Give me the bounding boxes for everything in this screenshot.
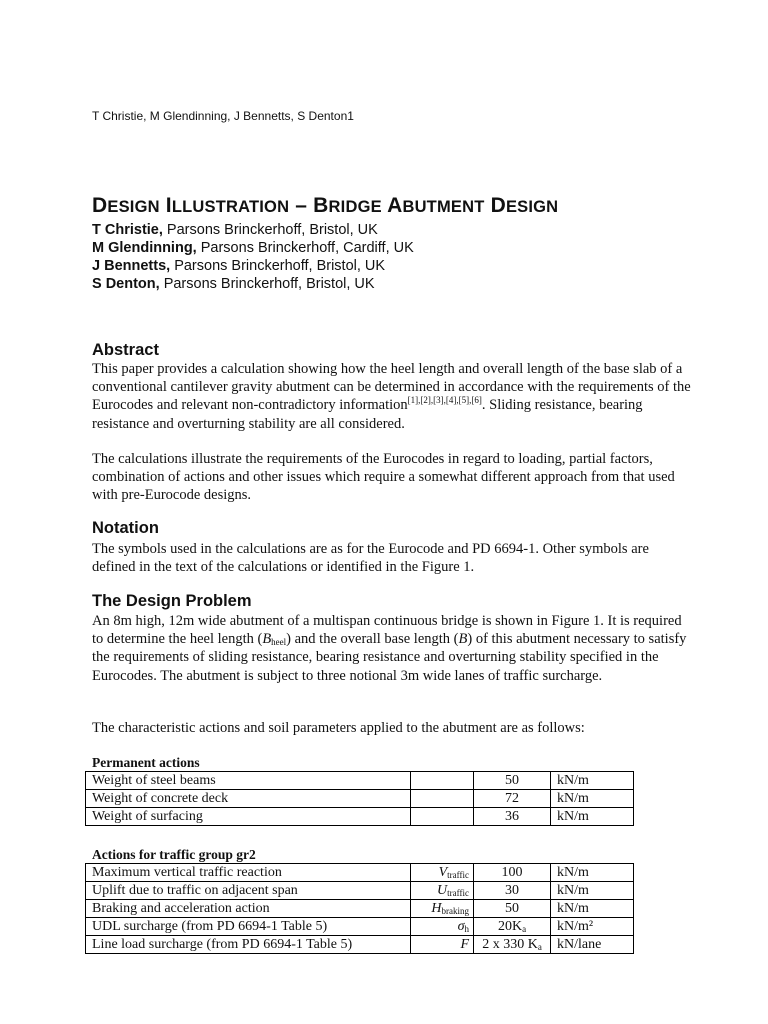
table-row — [86, 808, 634, 826]
row-description: Weight of steel beams — [86, 772, 411, 790]
row-description: Weight of surfacing — [86, 808, 411, 826]
permanent-actions-table — [85, 771, 634, 826]
row-description: UDL surcharge (from PD 6694-1 Table 5) — [86, 918, 411, 936]
table-row — [86, 918, 634, 936]
row-value: 36 — [474, 808, 551, 826]
row-symbol: $V_{traffic}$ — [411, 864, 474, 882]
row-symbol: $U_{traffic}$ — [411, 882, 474, 900]
design-problem-paragraph-1: An 8m high, 12m wide abutment of a multispan continuous bridge is shown in Figure 1. It is required to determine the heel length $(B_{heel})$ and the overall base length (B) of this abutment necessary to satisfy the requirements of sliding resistance, bearing resistance and overturning stability specified in the Eurocodes. The abutment is subject to three notional 3m wide lanes of traffic surcharge. — [92, 613, 687, 684]
running-header-authors: T Christie, M Glendinning, J Bennetts, S Denton1 — [92, 109, 354, 123]
table-row — [86, 864, 634, 882]
row-symbol: $\sigma_h$ — [411, 918, 474, 936]
row-unit: kN/m² — [551, 918, 634, 936]
row-unit: kN/lane — [551, 936, 634, 954]
row-value: 50 — [474, 772, 551, 790]
row-description: Weight of concrete deck — [86, 790, 411, 808]
notation-paragraph: The symbols used in the calculations are as for the Eurocode and PD 6694-1. Other symbols are defined in the text of the calculations or identified in the Figure 1. — [92, 541, 649, 576]
permanent-actions-caption: Permanent actions — [92, 755, 200, 770]
row-value: 100 — [474, 864, 551, 882]
traffic-actions-table — [85, 863, 634, 954]
row-unit: kN/m — [551, 864, 634, 882]
author-list — [92, 221, 414, 293]
author-line: T Christie, Parsons Brinckerhoff, Bristol, UK — [92, 222, 378, 238]
row-symbol: F — [411, 936, 474, 954]
abstract-heading: Abstract — [92, 341, 159, 359]
table-row — [86, 882, 634, 900]
row-symbol — [411, 790, 474, 808]
row-symbol — [411, 808, 474, 826]
table-row — [86, 936, 634, 954]
row-unit: kN/m — [551, 900, 634, 918]
row-unit: kN/m — [551, 882, 634, 900]
row-value: 2 x 330 $K_a$ — [474, 936, 551, 954]
row-description: Line load surcharge (from PD 6694-1 Table 5) — [86, 936, 411, 954]
row-value: 30 — [474, 882, 551, 900]
design-problem-heading: The Design Problem — [92, 592, 252, 610]
table-row — [86, 772, 634, 790]
author-line: S Denton, Parsons Brinckerhoff, Bristol, UK — [92, 276, 375, 292]
row-description: Maximum vertical traffic reaction — [86, 864, 411, 882]
author-line: J Bennetts, Parsons Brinckerhoff, Bristol, UK — [92, 258, 386, 274]
abstract-paragraph-2: The calculations illustrate the requirements of the Eurocodes in regard to loading, partial factors, combination of actions and other issues which require a somewhat different approach from that used with pre-Eurocode designs. — [92, 451, 675, 504]
row-symbol — [411, 772, 474, 790]
row-unit: kN/m — [551, 790, 634, 808]
row-unit: kN/m — [551, 808, 634, 826]
paper-title: DESIGN ILLUSTRATION – BRIDGE ABUTMENT DESIGN — [92, 194, 559, 217]
author-line: M Glendinning, Parsons Brinckerhoff, Cardiff, UK — [92, 240, 414, 256]
design-problem-paragraph-2: The characteristic actions and soil parameters applied to the abutment are as follows: — [92, 720, 585, 736]
row-unit: kN/m — [551, 772, 634, 790]
table-row — [86, 790, 634, 808]
row-value: 50 — [474, 900, 551, 918]
table-row — [86, 900, 634, 918]
notation-heading: Notation — [92, 519, 159, 537]
row-value: $20K_a$ — [474, 918, 551, 936]
row-description: Braking and acceleration action — [86, 900, 411, 918]
traffic-actions-caption: Actions for traffic group gr2 — [92, 847, 256, 862]
row-symbol: $H_{braking}$ — [411, 900, 474, 918]
row-value: 72 — [474, 790, 551, 808]
abstract-paragraph-1: This paper provides a calculation showing how the heel length and overall length of the base slab of a conventional cantilever gravity abutment can be determined in accordance with the requirements of the Eurocodes and relevant non-contradictory information[1],[2],[3],[4],[5],[6]. Sliding resistance, bearing resistance and overturning stability are all considered. — [92, 361, 691, 432]
row-description: Uplift due to traffic on adjacent span — [86, 882, 411, 900]
